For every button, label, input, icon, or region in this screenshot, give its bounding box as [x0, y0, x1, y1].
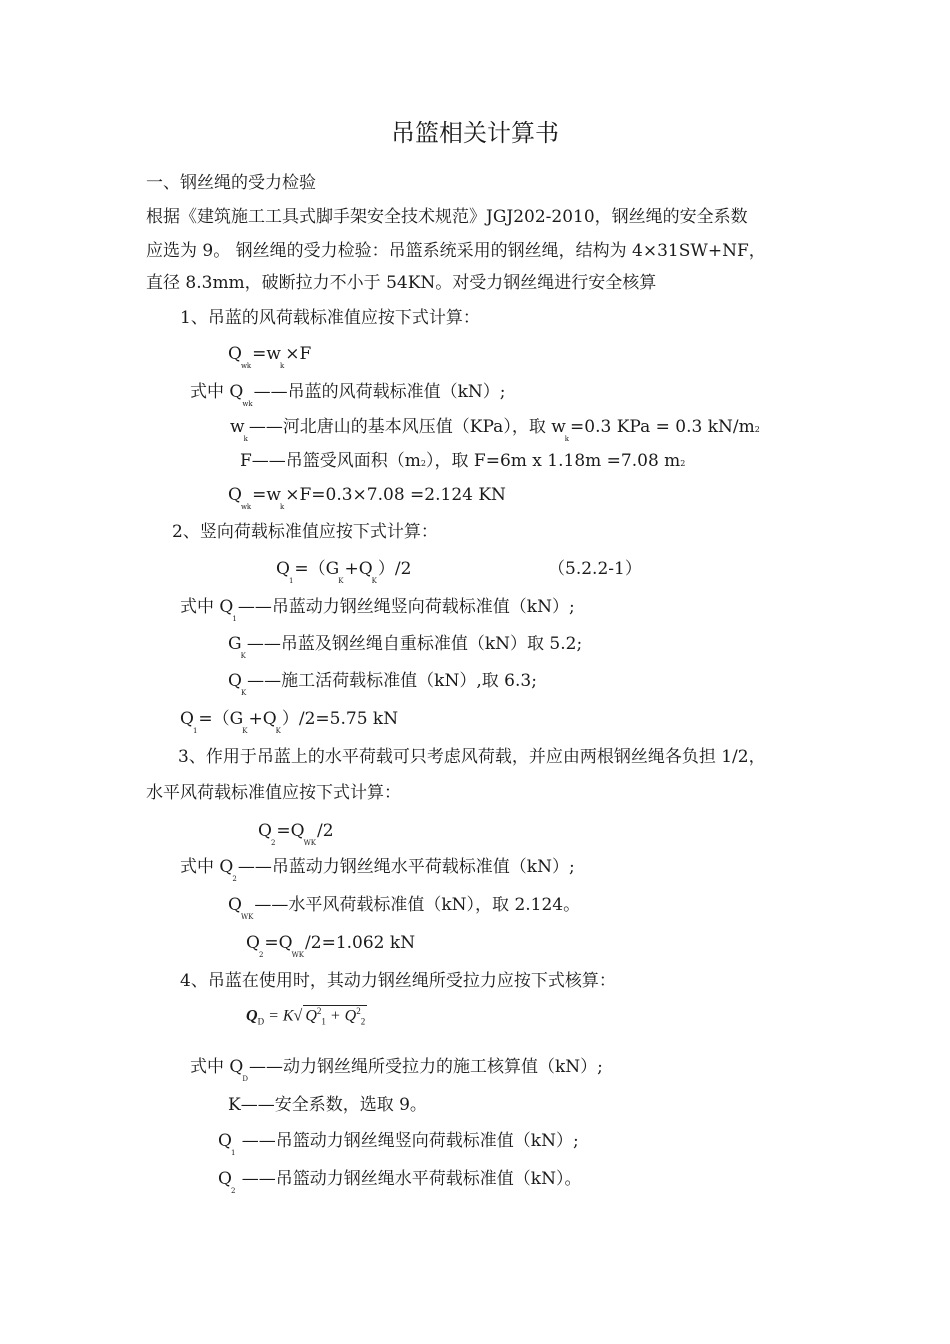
item3-heading-line-2: 水平风荷载标准值应按下式计算： — [146, 783, 401, 803]
item2-g-def: $G_K——$吊蓝及钢丝绳自重标准值（kN）取 5.2; — [228, 634, 583, 660]
item3-qwk-def: $Q_{WK}——$水平风荷载标准值（kN），取 2.124。 — [228, 895, 581, 921]
intro-line-3: 直径 8.3mm，破断拉力不小于 54KN。对受力钢丝绳进行安全核算 — [146, 273, 657, 293]
item1-formula: $Q_{wk}=w_k\times F$ — [228, 344, 312, 370]
item4-k-def: K——安全系数，选取 9。 — [228, 1095, 427, 1115]
sqrt-symbol: √ — [293, 1007, 303, 1025]
item2-q-def: $Q_K——$施工活荷载标准值（kN）,取 6.3; — [228, 671, 537, 697]
document-title: 吊篮相关计算书 — [391, 119, 559, 147]
intro-line-1: 根据《建筑施工工具式脚手架安全技术规范》JGJ202-2010，钢丝绳的安全系数 — [146, 207, 748, 227]
item4-q2-def: $Q_2$ ——吊篮动力钢丝绳水平荷载标准值（kN）。 — [218, 1169, 582, 1195]
item2-formula: $Q_1=(G_K+Q_K)/2$ — [276, 559, 412, 585]
item1-wk-def: $w_k——$河北唐山的基本风压值（KPa），取 $w_k=0.3$ KPa = 0.3 kN/m2 — [230, 417, 760, 443]
item4-q1-def: $Q_1$ ——吊篮动力钢丝绳竖向荷载标准值（kN）; — [218, 1131, 579, 1157]
item1-heading: 1、吊蓝的风荷载标准值应按下式计算： — [180, 308, 480, 328]
item3-formula: $Q_2=Q_{WK}/2$ — [258, 821, 334, 847]
item1-calc: $Q_{wk}=w_k\times F=0.3\times 7.08 =2.124$ KN — [228, 485, 506, 511]
item2-where: 式中 $Q_1——$吊蓝动力钢丝绳竖向荷载标准值（kN）; — [180, 597, 575, 623]
item3-where: 式中 $Q_2——$吊蓝动力钢丝绳水平荷载标准值（kN）; — [180, 857, 575, 883]
item2-calc: $Q_1=(G_K+Q_K)/2=5.75$ kN — [180, 709, 399, 735]
item1-f-def: F——吊篮受风面积（m2），取 F=6m x 1.18m =7.08 m2 — [240, 451, 686, 471]
item3-calc: $Q_2=Q_{WK}/2=1.062$ kN — [246, 933, 416, 959]
item4-heading: 4、吊蓝在使用时，其动力钢丝绳所受拉力应按下式核算： — [180, 971, 616, 991]
item4-where: 式中 $Q_D——$动力钢丝绳所受拉力的施工核算值（kN）; — [190, 1057, 603, 1083]
item4-formula-image: $Q_D = K√$ $Q^2_1 + Q^2_2$ — [246, 1006, 366, 1027]
item3-heading-line-1: 3、作用于吊蓝上的水平荷载可只考虑风荷载，并应由两根钢丝绳各负担 1/2， — [178, 747, 766, 767]
section-heading: 一、钢丝绳的受力检验 — [146, 173, 316, 193]
item1-where: 式中 $Q_{wk}——$吊蓝的风荷载标准值（kN）; — [190, 382, 506, 408]
item2-heading: 2、竖向荷载标准值应按下式计算： — [172, 522, 438, 542]
item2-equation-number: （5.2.2-1） — [548, 559, 642, 579]
intro-line-2: 应选为 9。 钢丝绳的受力检验：吊篮系统采用的钢丝绳，结构为 4×31SW+NF， — [146, 241, 766, 261]
